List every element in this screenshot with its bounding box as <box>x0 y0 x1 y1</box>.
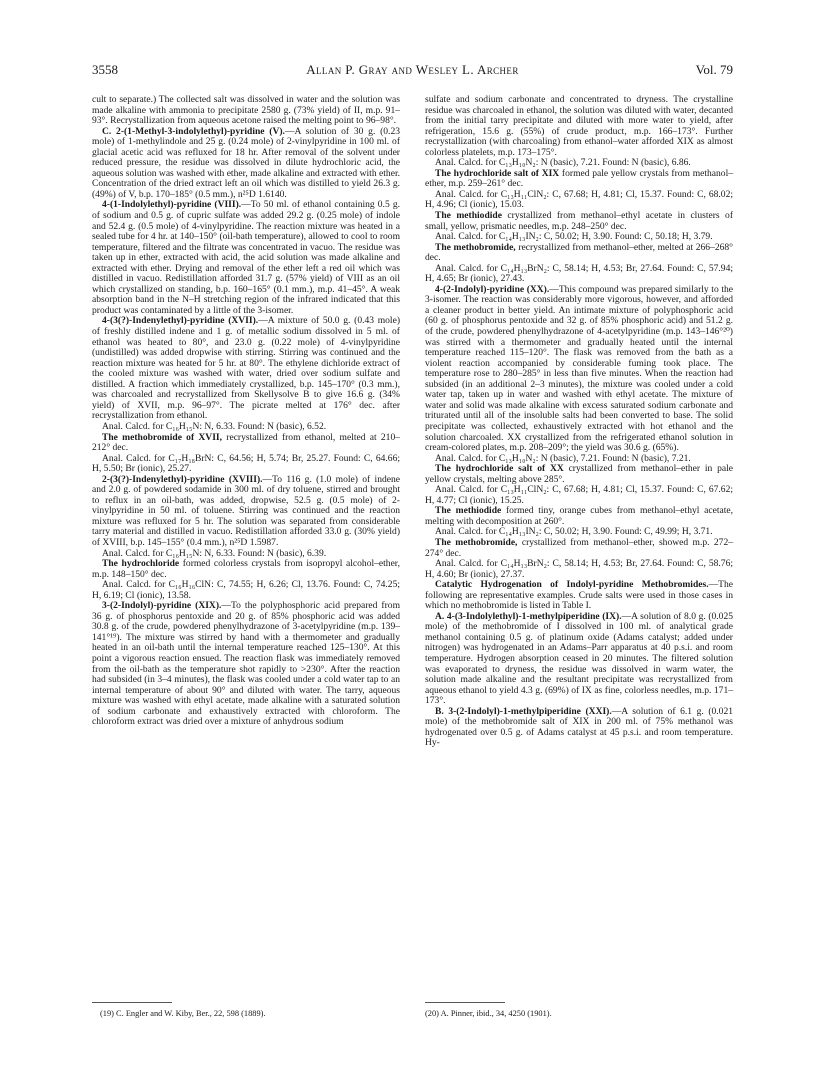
paragraph-text: Anal. Calcd. for C₁₇H₁₈BrN: C, 64.56; H, 5.74; Br, 25.27. Found: C, 64.66; H, 5.50; Br (ionic), 25.27. <box>92 452 400 475</box>
footnote-rule-right <box>425 1002 505 1003</box>
paragraph <box>425 243 733 264</box>
paragraph <box>92 559 400 580</box>
paragraph-text: formed tiny, orange cubes from methanol–ethyl acetate, melting with decomposition at 260°. <box>425 505 733 527</box>
paragraph-text: Anal. Calcd. for C₁₄H₁₃IN₂: C, 50.02; H, 3.90. Found: C, 50.18; H, 3.79. <box>435 231 713 243</box>
paragraph <box>92 475 400 549</box>
paragraph <box>92 433 400 454</box>
paragraph-text: crystallized from methanol–ethyl acetate in clusters of small, yellow, prismatic needles, m.p. 248–250° dec. <box>425 210 733 232</box>
paragraph <box>425 169 733 190</box>
paragraph-text: Anal. Calcd. for C₁₄H₁₃IN₂: C, 50.02; H, 3.90. Found: C, 49.99; H, 3.71. <box>435 526 713 538</box>
paragraph-text: —To 50 ml. of ethanol containing 0.5 g. of sodium and 0.5 g. of cupric sulfate was added 29.2 g. (0.25 mole) of indole and 52.4 g. (0.5 mole) of 4-vinylpyridine. The reaction mixture was heated in a sealed tube for 4 hr. at 140–150° (oil-bath temperature), allowed to cool to room temperature, filtered and the filtrate was concentrated in vacuo. The residue was taken up in ether, extracted with acid, the acid solution was made alkaline and extracted with ether. Drying and removal of the ether left a red oil which was distilled in vacuo. Redistillation afforded 31.7 g. (57% yield) of VIII as an oil which crystallized on standing, b.p. 160–165° (0.1 mm.), m.p. 41–45°. A weak absorption band in the N–H stretching region of the infrared indicated that this product was contaminated by a little of the 3-isomer. <box>92 199 401 316</box>
paragraph <box>92 95 400 127</box>
paragraph-text: —A solution of 30 g. (0.23 mole) of 1-methylindole and 25 g. (0.24 mole) of 2-vinylpyridine in 100 ml. of glacial acetic acid was refluxed for 18 hr. After removal of the solvent under reduced pressure, the residue was dissolved in dilute hydrochloric acid, the aqueous solution was washed with ether, made alkaline and extracted with ether. Concentration of the dried extract left an oil which was distilled to yield 26.3 g. (49%) of V, b.p. 170–185° (0.5 mm.), n²⁵D 1.6140. <box>92 125 400 200</box>
paragraph <box>425 612 733 707</box>
paragraph-heading: 4-(2-Indolyl)-pyridine (XX). <box>435 283 550 295</box>
paragraph <box>92 601 400 728</box>
page-number: 3558 <box>92 62 118 77</box>
paragraph-text: Anal. Calcd. for C₁₆H₁₅N: N, 6.33. Found: N (basic), 6.52. <box>102 420 327 432</box>
paragraph-text: Anal. Calcd. for C₁₆H₁₅N: N, 6.33. Found: N (basic), 6.39. <box>102 547 327 559</box>
paragraph-heading: A. 4-(3-Indolylethyl)-1-methylpiperidine (IX). <box>435 610 622 622</box>
paragraph <box>425 707 733 749</box>
journal-volume: Vol. 79 <box>695 62 733 77</box>
paragraph-text: Anal. Calcd. for C₁₃H₁₀N₂: N (basic), 7.21. Found: N (basic), 7.21. <box>435 452 691 464</box>
paragraph-heading: 4-(3(?)-Indenylethyl)-pyridine (XVII). <box>102 315 259 327</box>
paragraph-heading: The hydrochloride salt of XX <box>435 463 564 475</box>
paragraph <box>425 580 733 612</box>
paragraph-text: —The following are representative examples. Crude salts were used in those cases in which no methobromide is listed in Table I. <box>425 579 733 612</box>
paragraph-text: Anal. Calcd. for C₁₃H₁₁ClN₂: C, 67.68; H, 4.81; Cl, 15.37. Found: C, 67.62; H, 4.77; Cl (ionic), 15.25. <box>425 484 733 506</box>
footnote-19: (19) C. Engler and W. Kiby, Ber., 22, 598 (1889). <box>100 1009 266 1018</box>
paragraph-text: —To 116 g. (1.0 mole) of indene and 2.0 g. of powdered sodamide in 300 ml. of dry toluene, stirred and brought to reflux in an oil-bath, was added, dropwise, 52.5 g. (0.5 mole) of 2-vinylpyridine in 50 ml. of toluene. Stirring was continued and the reaction mixture was refluxed for 5 hr. The solution was separated from considerable tarry material and distilled in vacuo. Redistillation afforded 33.0 g. (30% yield) of XVIII, b.p. 145–155° (0.4 mm.), n²⁵D 1.5987. <box>92 473 400 548</box>
paragraph-text: sulfate and sodium carbonate and concentrated to dryness. The crystalline residue was charcoaled in ethanol, the solution was diluted with water, decanted from the initial tarry precipitate and diluted with more water to yield, after refrigeration, 15.6 g. (55%) of crude product, m.p. 166–173°. Further recrystallization (with charcoaling) from ethanol–water afforded XIX as almost colorless platelets, m.p. 173–175°. <box>425 94 733 158</box>
paragraph <box>425 559 733 580</box>
paragraph <box>425 538 733 559</box>
paragraph-text: formed pale yellow crystals from methanol–ether, m.p. 259–261° dec. <box>425 167 733 190</box>
paragraph-heading: The hydrochloride <box>102 558 180 570</box>
left-column <box>92 95 400 728</box>
paragraph <box>425 485 733 506</box>
right-column <box>425 95 733 749</box>
paragraph-text: —A solution of 8.0 g. (0.025 mole) of the methobromide of I dissolved in 100 ml. of analytical grade methanol containing 0.5 g. of platinum oxide (Adams catalyst; added under nitrogen) was hydrogenated in an Adams–Parr apparatus at 40 p.s.i. and room temperature. Hydrogen absorption ceased in 20 minutes. The filtered solution was evaporated to dryness, the residue was dissolved in warm water, the solution made alkaline and the resultant precipitate was recrystallized from aqueous ethanol to yield 4.3 g. (69%) of IX as fine, colorless needles, m.p. 171–173°. <box>425 610 733 707</box>
paragraph <box>425 95 733 158</box>
paragraph-text: formed colorless crystals from isopropyl alcohol–ether, m.p. 148–150° dec. <box>92 558 400 580</box>
paragraph <box>92 200 400 316</box>
paragraph-heading: The methobromide, <box>435 241 516 253</box>
paragraph <box>425 264 733 285</box>
paragraph-heading: B. 3-(2-Indolyl)-1-methylpiperidine (XXI). <box>435 705 612 717</box>
paragraph-text: —To the polyphosphoric acid prepared from 36 g. of phosphorus pentoxide and 20 g. of 85% phosphoric acid was added 30.8 g. of the crude, powdered phenylhydrazone of 3-acetylpyridine (m.p. 139–141°¹⁹). The mixture was stirred by hand with a thermometer and gradually heated in an oil-bath until the internal temperature reached 125–130°. At this point a vigorous reaction ensued. The reaction flask was immediately removed from the oil-bath as the temperature shot rapidly to >230°. After the reaction had subsided (in 3–4 minutes), the flask was cooled under a cold water tap to an internal temperature of about 90° and diluted with water. The tarry, aqueous mixture was washed with ethyl acetate, made alkaline with a saturated solution of sodium carbonate and exhaustively extracted with chloroform. The chloroform extract was dried over a mixture of anhydrous sodium <box>92 600 400 728</box>
running-header <box>92 62 733 80</box>
paragraph-text: —A solution of 6.1 g. (0.021 mole) of the methobromide salt of XIX in 200 ml. of 75% methanol was hydrogenated over 0.5 g. of Adams catalyst at 45 p.s.i. and room temperature. Hy- <box>425 705 733 749</box>
paragraph-heading: C. 2-(1-Methyl-3-indolylethyl)-pyridine (V). <box>102 125 285 137</box>
paragraph-text: crystallized from methanol–ether, showed m.p. 272–274° dec. <box>425 536 733 559</box>
paragraph-text: Anal. Calcd. for C₁₄H₁₃BrN₂: C, 58.14; H, 4.53; Br, 27.64. Found: C, 57.94; H, 4.65; Br (ionic), 27.43. <box>425 262 733 285</box>
paragraph-heading: 2-(3(?)-Indenylethyl)-pyridine (XVIII). <box>102 473 263 485</box>
footnote-20: (20) A. Pinner, ibid., 34, 4250 (1901). <box>425 1009 552 1018</box>
paragraph-text: —This compound was prepared similarly to the 3-isomer. The reaction was considerably more vigorous, however, and afforded a cleaner product in better yield. An intimate mixture of polyphosphoric acid (60 g. of phosphorus pentoxide and 32 g. of 85% phosphoric acid) and 51.2 g. of the crude, powdered phenylhydrazone of 4-acetylpyridine (m.p. 143–146°²⁰) was stirred with a thermometer and gradually heated until the internal temperature reached 115–120°. The flask was removed from the bath as a violent reaction accompanied by considerable fuming took place. The temperature rose to 280–285° in less than five minutes. When the reaction had subsided (in an additional 2–3 minutes), the mixture was cooled under a cold water tap, taken up in water and washed with ethyl acetate. The mixture of water and solid was made alkaline with excess saturated sodium carbonate and triturated until all of the insoluble salts had been converted to base. The solid precipitate was collected, exhaustively extracted with hot ethanol and the solution charcoaled. XX crystallized from the refrigerated ethanol solution in cream-colored plates, m.p. 208–209°; the yield was 30.6 g. (65%). <box>425 283 734 454</box>
paragraph-text: Anal. Calcd. for C₁₃H₁₀N₂: N (basic), 7.21. Found: N (basic), 6.86. <box>435 157 691 169</box>
paragraph <box>425 506 733 527</box>
paragraph-text: cult to separate.) The collected salt was dissolved in water and the solution was made alkaline with ammonia to precipitate 2580 g. (73% yield) of II, m.p. 91–93°. Recrystallization from aqueous acetone raised the melting point to 96–98°. <box>92 94 400 127</box>
paragraph-text: recrystallized from methanol–ether, melted at 266–268° dec. <box>425 241 733 264</box>
paragraph-text: Anal. Calcd. for C₁₆H₁₆ClN: C, 74.55; H, 6.26; Cl, 13.76. Found: C, 74.25; H, 6.19; Cl (ionic), 13.58. <box>92 579 400 601</box>
paragraph <box>92 127 400 201</box>
paragraph <box>425 464 733 485</box>
paragraph-text: Anal. Calcd. for C₁₄H₁₃BrN₂: C, 58.14; H, 4.53; Br, 27.64. Found: C, 58.76; H, 4.60; Br (ionic), 27.37. <box>425 558 733 580</box>
footnote-rule-left <box>92 1002 172 1003</box>
paragraph-text: Anal. Calcd. for C₁₃H₁₁ClN₂: C, 67.68; H, 4.81; Cl, 15.37. Found: C, 68.02; H, 4.96; Cl (ionic), 15.03. <box>425 188 733 211</box>
paragraph-heading: The methobromide, <box>435 536 518 548</box>
paragraph-text: crystallized from methanol–ether in pale yellow crystals, melting above 285°. <box>425 463 733 485</box>
paragraph-heading: The methiodide <box>435 505 502 517</box>
paragraph <box>92 316 400 421</box>
paragraph-heading: The methobromide of XVII, <box>102 431 223 443</box>
running-head-authors: Allan P. Gray and Wesley L. Archer <box>306 62 519 77</box>
paragraph <box>425 285 733 454</box>
paragraph-heading: The hydrochloride salt of XIX <box>435 167 560 179</box>
paragraph-heading: The methiodide <box>435 210 502 222</box>
paragraph-heading: 4-(1-Indolylethyl)-pyridine (VIII). <box>102 199 242 211</box>
paragraph-heading: 3-(2-Indolyl)-pyridine (XIX). <box>102 600 222 612</box>
paragraph <box>425 211 733 232</box>
paragraph <box>92 454 400 475</box>
paragraph-text: recrystallized from ethanol, melted at 210–212° dec. <box>92 431 400 454</box>
paragraph <box>92 580 400 601</box>
paragraph-text: —A mixture of 50.0 g. (0.43 mole) of freshly distilled indene and 1 g. of metallic sodium dissolved in 5 ml. of ethanol was heated to 80°, and 23.0 g. (0.22 mole) of 4-vinylpyridine (undistilled) was added dropwise with stirring. Stirring was continued and the reaction mixture was heated for 5 hr. at 80°. The ethylene dichloride extract of the cooled mixture was washed with water, dried over sodium sulfate and distilled. A fraction which immediately crystallized, b.p. 145–170° (0.3 mm.), was charcoaled and recrystallized from Skellysolve B to give 16.6 g. (34% yield) of XVII, m.p. 96–97°. The picrate melted at 176° dec. after recrystallization from ethanol. <box>92 315 400 422</box>
paragraph <box>425 190 733 211</box>
paragraph-heading: Catalytic Hydrogenation of Indolyl-pyridine Methobromides. <box>435 579 709 591</box>
